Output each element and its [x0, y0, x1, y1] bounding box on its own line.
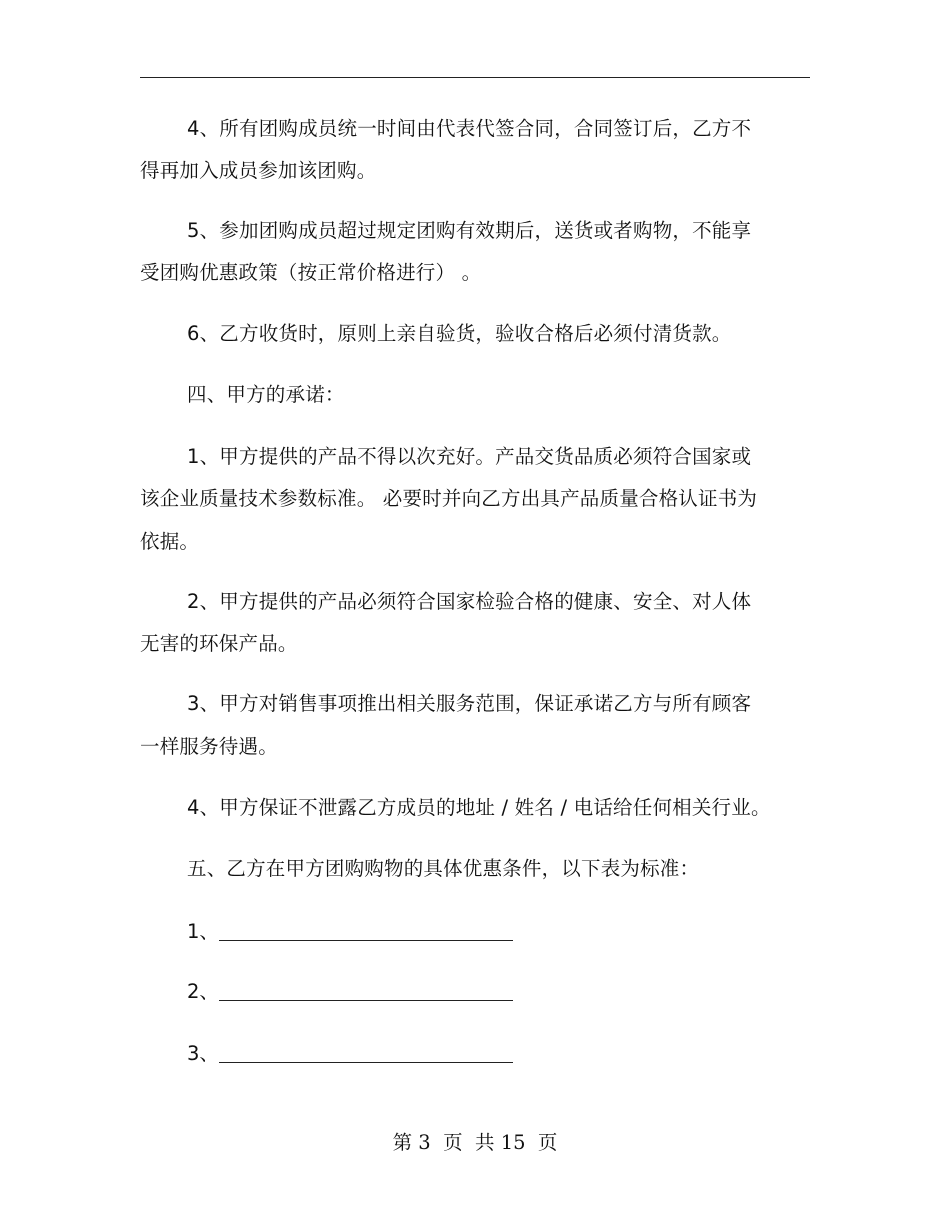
blank-item	[187, 1042, 513, 1066]
paragraph-line: 得再加入成员参加该团购。	[140, 159, 377, 182]
page-number-footer: 第 3 页 共 15 页	[392, 1131, 558, 1154]
paragraph-line: 5、参加团购成员超过规定团购有效期后，送货或者购物，不能享	[187, 219, 752, 242]
paragraph-line: 4、所有团购成员统一时间由代表代签合同，合同签订后，乙方不	[187, 117, 752, 140]
paragraph-line: 受团购优惠政策（按正常价格进行） 。	[140, 261, 482, 284]
blank-fill-line	[219, 980, 513, 1001]
paragraph-line: 4、甲方保证不泄露乙方成员的地址 / 姓名 / 电话给任何相关行业。	[187, 796, 771, 819]
paragraph-line: 无害的环保产品。	[140, 632, 298, 655]
paragraph-line: 6、乙方收货时，原则上亲自验货，验收合格后必须付清货款。	[187, 322, 732, 345]
paragraph-line: 1、甲方提供的产品不得以次充好。产品交货品质必须符合国家或	[187, 445, 752, 468]
paragraph-line: 依据。	[140, 530, 200, 553]
paragraph-line: 一样服务待遇。	[140, 735, 278, 758]
blank-item-number: 2、	[187, 980, 219, 1003]
blank-item-number: 1、	[187, 920, 219, 943]
paragraph-line: 2、甲方提供的产品必须符合国家检验合格的健康、安全、对人体	[187, 590, 752, 613]
blank-item	[187, 980, 513, 1004]
paragraph-line: 该企业质量技术参数标准。 必要时并向乙方出具产品质量合格认证书为	[140, 487, 758, 510]
header-rule	[140, 77, 810, 78]
blank-item-number: 3、	[187, 1042, 219, 1065]
section-heading: 五、乙方在甲方团购购物的具体优惠条件，以下表为标准：	[187, 857, 700, 880]
blank-fill-line	[219, 1042, 513, 1063]
blank-item	[187, 920, 513, 944]
blank-fill-line	[219, 920, 513, 941]
section-heading: 四、甲方的承诺：	[187, 383, 345, 406]
paragraph-line: 3、甲方对销售事项推出相关服务范围，保证承诺乙方与所有顾客	[187, 692, 752, 715]
